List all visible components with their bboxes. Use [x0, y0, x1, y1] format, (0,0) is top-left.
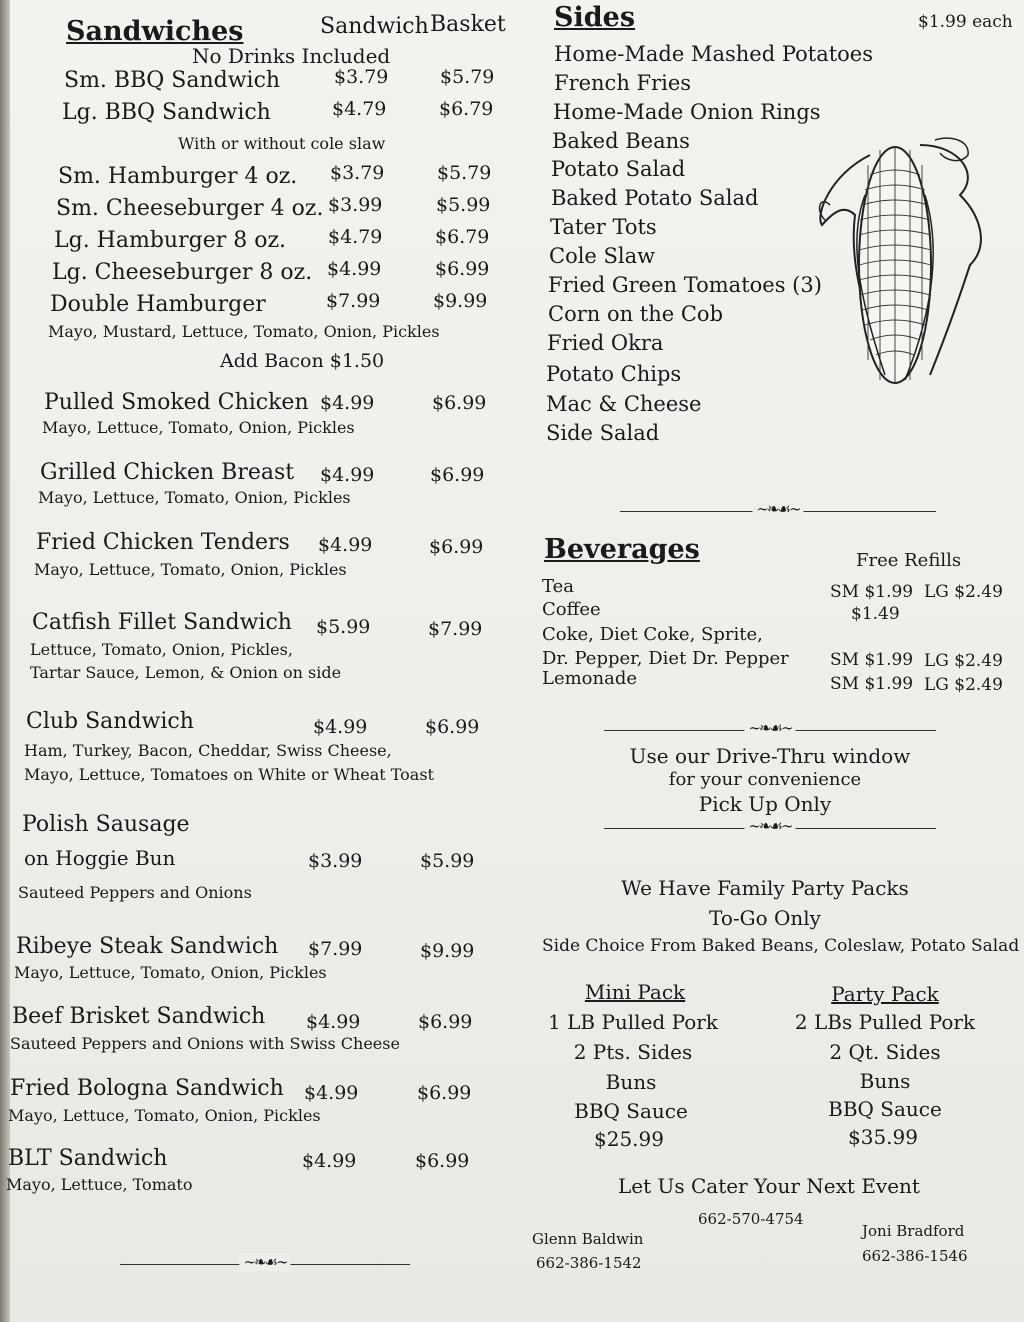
sandwich-price: $7.99: [326, 290, 381, 312]
mini-pack-sauce: BBQ Sauce: [574, 1099, 688, 1123]
side-item: Mac & Cheese: [546, 392, 702, 416]
menu-item-desc: Mayo, Lettuce, Tomato, Onion, Pickles: [42, 418, 355, 437]
menu-item-desc: Sauteed Peppers and Onions: [18, 883, 252, 902]
menu-item-desc: Mayo, Lettuce, Tomato, Onion, Pickles: [14, 963, 327, 982]
flourish-ornament: ∼❧☙∼: [752, 500, 803, 518]
menu-item-desc: Tartar Sauce, Lemon, & Onion on side: [30, 663, 342, 682]
side-item: Tater Tots: [550, 215, 657, 239]
basket-price: $6.99: [415, 1150, 470, 1172]
beverages-heading: Beverages: [544, 534, 700, 565]
mini-pack-sides: 2 Pts. Sides: [573, 1040, 693, 1064]
col-header-basket: Basket: [430, 12, 506, 37]
basket-price: $9.99: [420, 940, 475, 962]
sandwich-price: $4.99: [306, 1011, 361, 1033]
basket-price: $6.99: [418, 1011, 473, 1033]
sandwich-price: $3.99: [308, 850, 363, 872]
sandwich-price: $4.99: [320, 464, 375, 486]
soda-large-price: LG $2.49: [924, 651, 1003, 671]
divider-flourish: [604, 716, 936, 737]
lemonade-small-price: SM $1.99: [830, 674, 914, 694]
mini-pack-pork: 1 LB Pulled Pork: [548, 1010, 718, 1034]
add-bacon: Add Bacon $1.50: [220, 350, 385, 372]
menu-item-name: Sm. Cheeseburger 4 oz.: [56, 196, 324, 221]
sandwich-price: $4.79: [332, 98, 387, 120]
contact-name-joni: Joni Bradford: [862, 1222, 965, 1240]
lemonade-large-price: LG $2.49: [924, 675, 1003, 695]
free-refills-note: Free Refills: [856, 550, 962, 571]
party-pack-sides: 2 Qt. Sides: [829, 1040, 941, 1064]
flourish-ornament: ∼❧☙∼: [744, 817, 795, 835]
menu-item-name: Club Sandwich: [26, 709, 194, 734]
menu-item-name: Polish Sausage: [22, 812, 190, 837]
sandwiches-heading: Sandwiches: [66, 16, 244, 47]
party-pack-buns: Buns: [859, 1069, 911, 1093]
sandwich-price: $5.99: [316, 616, 371, 638]
menu-item-name: Sm. BBQ Sandwich: [64, 68, 281, 93]
menu-item-desc: Mayo, Lettuce, Tomato, Onion, Pickles: [34, 560, 347, 579]
sandwich-price: $4.99: [313, 716, 368, 738]
party-packs-to-go: To-Go Only: [709, 906, 821, 930]
drive-thru-line3: Pick Up Only: [698, 792, 832, 816]
basket-price: $6.99: [432, 392, 487, 414]
party-packs-side-choice: Side Choice From Baked Beans, Coleslaw, Potato Salad: [542, 936, 1020, 956]
party-packs-heading: We Have Family Party Packs: [621, 876, 909, 900]
menu-item-name: Ribeye Steak Sandwich: [16, 934, 279, 959]
bbq-note: With or without cole slaw: [178, 134, 386, 153]
side-item: Side Salad: [546, 421, 660, 445]
menu-item-desc: Sauteed Peppers and Onions with Swiss Cheese: [10, 1034, 400, 1053]
tea-small-price: SM $1.99: [830, 582, 914, 602]
menu-item-name: Lg. Cheeseburger 8 oz.: [52, 260, 313, 285]
side-item: French Fries: [554, 71, 692, 95]
corn-on-the-cob-illustration: [810, 135, 1000, 400]
menu-item-desc: Mayo, Lettuce, Tomatoes on White or Wheat Toast: [24, 765, 434, 784]
contact-phone-glenn: 662-386-1542: [536, 1254, 642, 1272]
drive-thru-line1: Use our Drive-Thru window: [629, 744, 911, 768]
burger-toppings: Mayo, Mustard, Lettuce, Tomato, Onion, Pickles: [48, 322, 440, 341]
menu-item-desc: Mayo, Lettuce, Tomato, Onion, Pickles: [8, 1106, 321, 1125]
sides-heading: Sides: [554, 2, 636, 33]
basket-price: $5.79: [437, 162, 492, 184]
flourish-ornament: ∼❧☙∼: [744, 719, 795, 737]
side-item: Baked Beans: [552, 129, 690, 153]
mini-pack-title: Mini Pack: [584, 980, 686, 1004]
side-item: Potato Chips: [546, 362, 682, 386]
sandwich-price: $4.99: [318, 534, 373, 556]
col-header-sandwich: Sandwich: [320, 14, 429, 39]
basket-price: $7.99: [428, 618, 483, 640]
beverage-sodas-line2: Dr. Pepper, Diet Dr. Pepper: [542, 648, 789, 669]
basket-price: $6.79: [435, 226, 490, 248]
party-pack-pork: 2 LBs Pulled Pork: [794, 1010, 976, 1034]
menu-item-name: Double Hamburger: [50, 292, 266, 317]
sandwich-price: $7.99: [308, 938, 363, 960]
contact-phone-joni: 662-386-1546: [862, 1247, 968, 1265]
basket-price: $6.99: [417, 1082, 472, 1104]
menu-item-name: Fried Chicken Tenders: [36, 530, 290, 555]
flourish-ornament: ∼❧☙∼: [239, 1253, 290, 1271]
side-item: Home-Made Onion Rings: [553, 100, 821, 124]
beverage-coffee: Coffee: [542, 599, 601, 620]
sandwich-price: $3.99: [328, 194, 383, 216]
menu-item-name: Pulled Smoked Chicken: [44, 390, 309, 415]
sandwich-price: $3.79: [330, 162, 385, 184]
side-item: Potato Salad: [551, 157, 686, 181]
menu-item-name: Sm. Hamburger 4 oz.: [58, 164, 298, 189]
sandwich-price: $4.99: [327, 258, 382, 280]
menu-item-name-line2: on Hoggie Bun: [24, 846, 176, 870]
catering-heading: Let Us Cater Your Next Event: [618, 1174, 920, 1198]
menu-item-desc: Mayo, Lettuce, Tomato: [6, 1175, 193, 1194]
sandwich-price: $4.99: [320, 392, 375, 414]
side-item: Fried Okra: [547, 331, 664, 355]
basket-price: $6.99: [429, 536, 484, 558]
menu-item-name: Beef Brisket Sandwich: [12, 1004, 266, 1029]
beverage-lemonade: Lemonade: [542, 668, 638, 689]
side-item: Home-Made Mashed Potatoes: [554, 42, 873, 66]
mini-pack-price: $25.99: [594, 1127, 664, 1151]
divider-flourish: [620, 497, 936, 518]
mini-pack-buns: Buns: [605, 1070, 657, 1094]
menu-item-name: Catfish Fillet Sandwich: [32, 610, 292, 635]
menu-item-name: Grilled Chicken Breast: [40, 460, 295, 485]
menu-item-name: Lg. BBQ Sandwich: [62, 100, 271, 125]
basket-price: $6.99: [435, 258, 490, 280]
sandwich-price: $4.99: [304, 1082, 359, 1104]
contact-name-glenn: Glenn Baldwin: [532, 1230, 644, 1248]
menu-item-name: Fried Bologna Sandwich: [10, 1076, 284, 1101]
menu-item-desc: Ham, Turkey, Bacon, Cheddar, Swiss Cheese,: [24, 741, 392, 760]
basket-price: $5.79: [440, 66, 495, 88]
menu-item-name: BLT Sandwich: [8, 1146, 168, 1171]
sandwich-price: $4.79: [328, 226, 383, 248]
basket-price: $6.99: [425, 716, 480, 738]
no-drinks-note: No Drinks Included: [192, 44, 391, 68]
sandwich-price: $3.79: [334, 66, 389, 88]
sides-price: $1.99 each: [918, 12, 1013, 32]
tea-large-price: LG $2.49: [924, 582, 1003, 602]
party-pack-title: Party Pack: [831, 982, 939, 1006]
side-item: Cole Slaw: [549, 244, 656, 268]
sandwich-price: $4.99: [302, 1150, 357, 1172]
soda-small-price: SM $1.99: [830, 650, 914, 670]
party-pack-sauce: BBQ Sauce: [828, 1097, 942, 1121]
side-item: Baked Potato Salad: [551, 186, 759, 210]
catering-main-phone: 662-570-4754: [698, 1210, 804, 1228]
basket-price: $9.99: [433, 290, 488, 312]
drive-thru-line2: for your convenience: [668, 769, 862, 790]
party-pack-price: $35.99: [848, 1125, 918, 1149]
basket-price: $6.99: [430, 464, 485, 486]
menu-item-desc: Mayo, Lettuce, Tomato, Onion, Pickles: [38, 488, 351, 507]
beverage-tea: Tea: [542, 576, 574, 597]
side-item: Corn on the Cob: [548, 302, 724, 326]
coffee-price: $1.49: [851, 604, 900, 624]
menu-item-name: Lg. Hamburger 8 oz.: [54, 228, 287, 253]
basket-price: $5.99: [420, 850, 475, 872]
divider-flourish: [120, 1250, 410, 1271]
basket-price: $6.79: [439, 98, 494, 120]
beverage-sodas: Coke, Diet Coke, Sprite,: [542, 624, 763, 645]
divider-flourish: [604, 814, 936, 835]
menu-item-desc: Lettuce, Tomato, Onion, Pickles,: [30, 640, 293, 659]
basket-price: $5.99: [436, 194, 491, 216]
side-item: Fried Green Tomatoes (3): [548, 273, 822, 297]
